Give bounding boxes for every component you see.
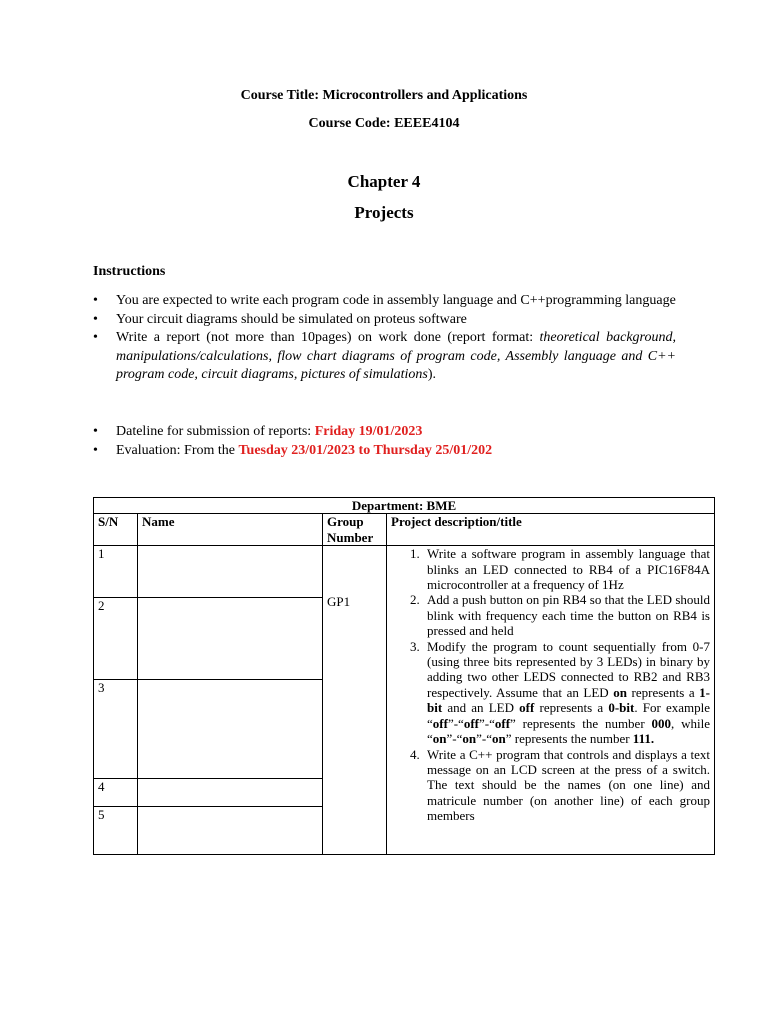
- bold-term: off: [494, 715, 511, 731]
- project-text: Modify the program to count sequentially from 0-7 (using three bits represented by 3 LEDs) in binary by adding two other LEDS connected to RB2 and RB3 respectively. Assume that an LED: [427, 638, 710, 700]
- project-text: ” represents the number: [510, 715, 652, 731]
- deadline-label: Dateline for submission of reports:: [116, 424, 315, 439]
- project-text: ”-“: [447, 715, 464, 731]
- instructions-heading: Instructions: [93, 264, 166, 279]
- project-text: . For example “: [427, 700, 711, 731]
- evaluation-item: [93, 442, 676, 461]
- name-cell[interactable]: [138, 598, 323, 680]
- project-text: ” represents the number: [505, 731, 633, 747]
- bold-term: 111.: [632, 731, 655, 747]
- row-sn: 5: [94, 807, 138, 855]
- col-desc: Project description/title: [387, 514, 715, 546]
- row-sn: 3: [94, 680, 138, 779]
- instructions-list: [93, 292, 676, 385]
- project-item: [423, 639, 710, 747]
- evaluation-label: Evaluation: From the: [116, 442, 239, 458]
- report-suffix: ).: [427, 367, 437, 382]
- deadline-item: [93, 423, 676, 442]
- chapter-heading: Chapter 4: [347, 172, 421, 191]
- chapter-subtitle: Projects: [354, 203, 414, 222]
- bold-term: 000: [651, 715, 672, 731]
- bold-term: off: [463, 715, 479, 731]
- instruction-item: • Your circuit diagrams should be simulated on proteus software: [93, 311, 676, 330]
- row-sn: 2: [94, 598, 138, 680]
- bold-term: off: [519, 700, 535, 716]
- project-list: [391, 546, 710, 823]
- bold-term: on: [492, 731, 506, 747]
- project-table: [93, 497, 715, 855]
- course-title: Course Title: Microcontrollers and Applications: [240, 88, 528, 103]
- col-group: Group Number: [323, 514, 387, 546]
- instruction-item-report: [93, 329, 676, 385]
- project-text: ”-“: [446, 731, 463, 747]
- project-text: Add a push button on pin RB4 so that the LED should blink with frequency each time the button on RB4 is pressed and held: [427, 592, 710, 639]
- report-text: Write a report (not more than 10pages) on work done (report format:: [116, 330, 540, 345]
- instruction-item: • You are expected to write each program code in assembly language and C++programming language: [93, 292, 676, 311]
- bold-term: 1-bit: [427, 684, 710, 716]
- project-text: represents a: [534, 700, 609, 716]
- bold-term: on: [432, 731, 447, 747]
- project-text: , while “: [427, 715, 710, 747]
- group-number: GP1: [323, 546, 387, 855]
- evaluation-value: Tuesday 23/01/2023 to Thursday 25/01/202: [238, 442, 493, 458]
- project-text: represents a: [626, 684, 700, 700]
- bold-term: 0-bit: [608, 700, 635, 716]
- project-item: [423, 592, 710, 638]
- project-item: [423, 546, 710, 592]
- name-cell[interactable]: [138, 546, 323, 598]
- project-item: [423, 747, 710, 824]
- row-sn: 4: [94, 779, 138, 807]
- course-code: Course Code: EEEE4104: [308, 116, 460, 131]
- bold-term: off: [432, 715, 448, 731]
- project-text: ”-“: [476, 731, 492, 747]
- department-header: Department: BME: [94, 498, 715, 514]
- project-text: Write a C++ program that controls and displays a text message on an LCD screen at the press of a switch. The text should be the names (on one line) and matricule number (on another line) of each group members: [427, 746, 710, 824]
- bold-term: on: [613, 684, 627, 700]
- col-name: Name: [138, 514, 323, 546]
- report-format: theoretical background, manipulations/calculations, flow chart diagrams of program code, Assembly language and C++ program code, circuit diagrams, pictures of simulations: [116, 330, 676, 382]
- name-cell[interactable]: [138, 779, 323, 807]
- deadline-value: Friday 19/01/2023: [314, 424, 423, 439]
- name-cell[interactable]: [138, 680, 323, 779]
- col-sn: S/N: [94, 514, 138, 546]
- project-text: and an LED: [442, 700, 520, 716]
- project-description: [387, 546, 715, 855]
- project-text: Write a software program in assembly language that blinks an LED connected to RB4 of a PIC16F84A microcontroller at a frequency of 1Hz: [427, 546, 710, 593]
- row-sn: 1: [94, 546, 138, 598]
- name-cell[interactable]: [138, 807, 323, 855]
- project-text: ”-“: [479, 715, 495, 731]
- bold-term: on: [462, 731, 477, 747]
- dates-list: [93, 423, 676, 460]
